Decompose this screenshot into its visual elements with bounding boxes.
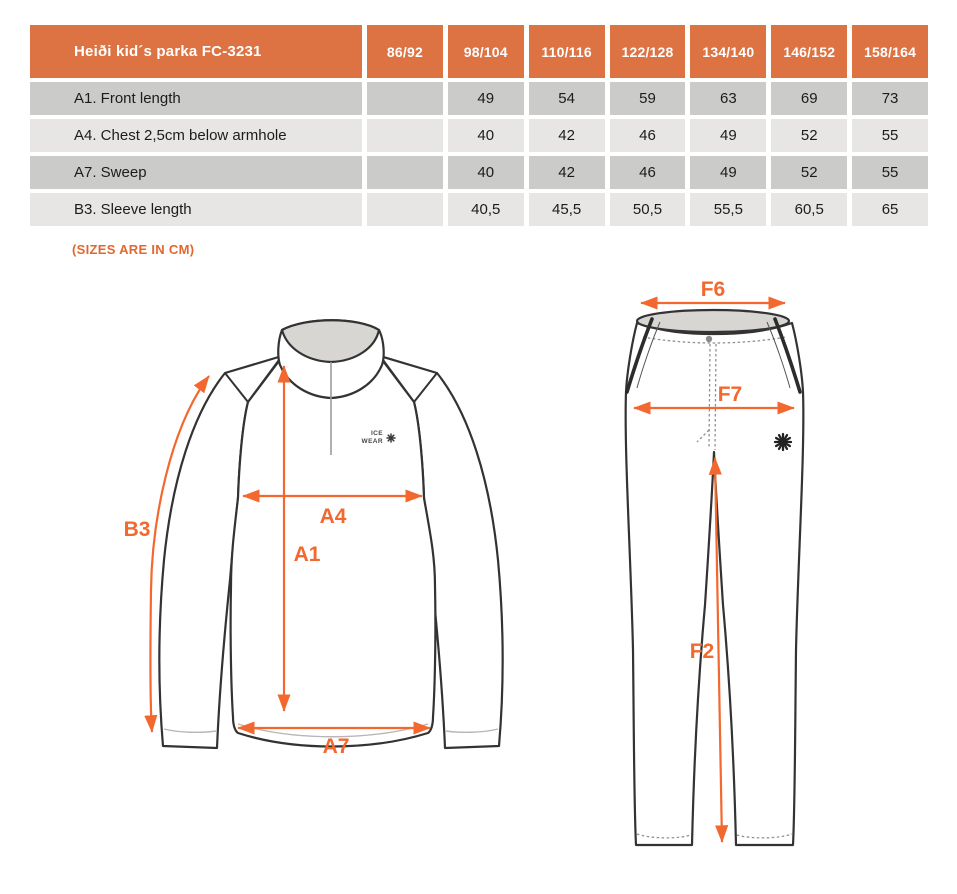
pants-body (626, 323, 804, 845)
size-value-cell: 52 (771, 156, 847, 189)
size-value-cell: 50,5 (610, 193, 686, 226)
size-value-cell: 59 (610, 82, 686, 115)
f7-label: F7 (717, 383, 743, 406)
size-value-cell: 40 (448, 156, 524, 189)
logo-text-top: ICE (370, 430, 383, 437)
logo-snowflake-icon (387, 434, 395, 442)
sweater-body (231, 357, 436, 747)
b3-label: B3 (123, 518, 151, 541)
a4-label: A4 (319, 505, 347, 528)
size-value-cell: 52 (771, 119, 847, 152)
row-label-cell: A1. Front length (30, 82, 362, 115)
pants-diagram (626, 280, 804, 845)
size-value-cell: 63 (690, 82, 766, 115)
logo-text-bottom: WEAR (361, 438, 383, 445)
size-value-cell: 46 (610, 119, 686, 152)
size-value-cell: 45,5 (529, 193, 605, 226)
size-value-cell: 69 (771, 82, 847, 115)
size-value-cell: 65 (852, 193, 928, 226)
size-table (30, 25, 928, 226)
waist-opening (637, 310, 789, 332)
size-header-cell-2: 110/116 (529, 25, 605, 78)
row-label-cell: A7. Sweep (30, 156, 362, 189)
size-value-cell: 49 (448, 82, 524, 115)
size-value-cell: 49 (690, 119, 766, 152)
a7-label: A7 (322, 735, 350, 758)
size-header-cell-4: 134/140 (690, 25, 766, 78)
size-value-cell: 73 (852, 82, 928, 115)
units-note: (SIZES ARE IN CM) (72, 242, 195, 257)
waist-button (706, 336, 712, 342)
table-title-cell: Heiði kid´s parka FC-3231 (30, 25, 362, 78)
size-value-cell: 40 (448, 119, 524, 152)
size-value-cell: 46 (610, 156, 686, 189)
size-value-cell: 54 (529, 82, 605, 115)
row-label-cell: A4. Chest 2,5cm below armhole (30, 119, 362, 152)
size-value-cell: 55 (852, 156, 928, 189)
size-value-cell: 40,5 (448, 193, 524, 226)
row-label-cell: B3. Sleeve length (30, 193, 362, 226)
size-header-cell-6: 158/164 (852, 25, 928, 78)
sweater-diagram (124, 320, 503, 758)
size-header-cell-1: 98/104 (448, 25, 524, 78)
f2-label: F2 (689, 640, 715, 663)
measurement-diagrams (0, 280, 957, 880)
size-value-cell (367, 193, 443, 226)
size-header-cell-3: 122/128 (610, 25, 686, 78)
size-header-cell-5: 146/152 (771, 25, 847, 78)
a1-label: A1 (293, 543, 321, 566)
size-value-cell: 60,5 (771, 193, 847, 226)
size-value-cell: 42 (529, 119, 605, 152)
f6-label: F6 (700, 280, 726, 301)
size-value-cell: 49 (690, 156, 766, 189)
size-value-cell (367, 156, 443, 189)
size-value-cell (367, 119, 443, 152)
size-value-cell: 55,5 (690, 193, 766, 226)
size-value-cell: 55 (852, 119, 928, 152)
size-header-cell-0: 86/92 (367, 25, 443, 78)
size-value-cell (367, 82, 443, 115)
size-value-cell: 42 (529, 156, 605, 189)
